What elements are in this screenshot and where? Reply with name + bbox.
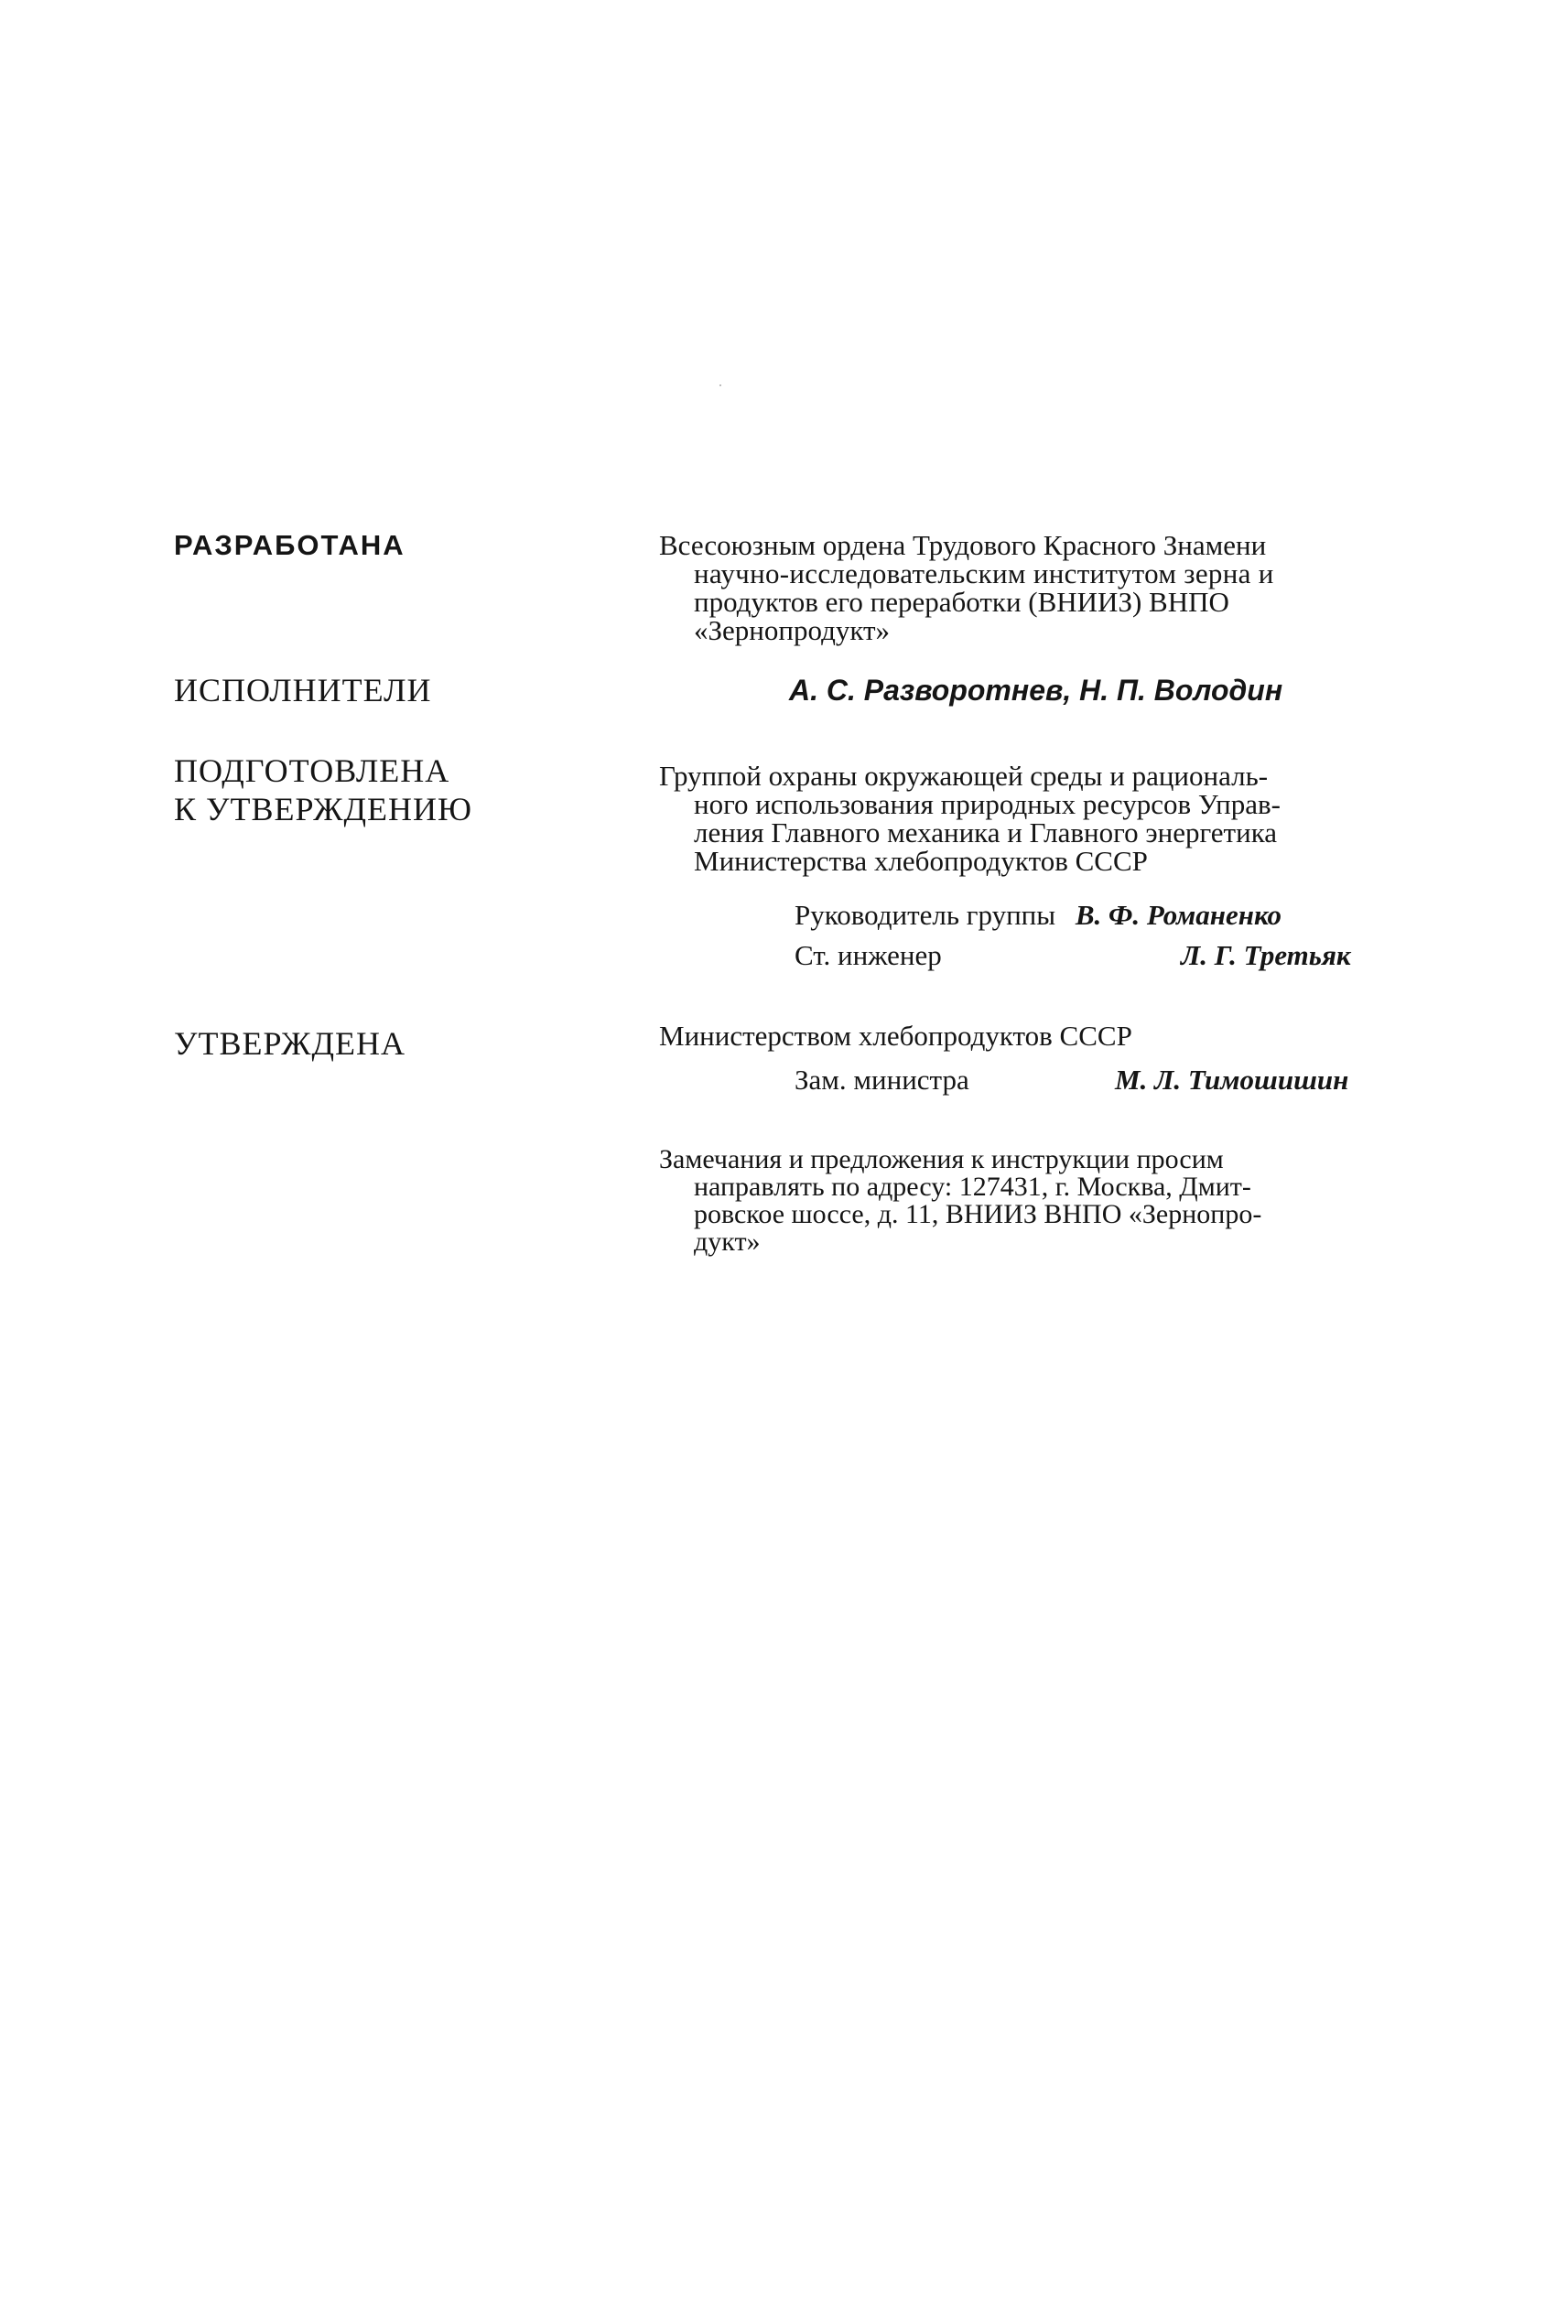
remarks-line-3: ровское шоссе, д. 11, ВНИИЗ ВНПО «Зернопро-	[694, 1199, 1262, 1229]
developed-line-4: «Зернопродукт»	[694, 614, 891, 646]
prepared-signer-2-role: Ст. инженер	[795, 939, 942, 971]
prepared-signer-2-name: Л. Г. Третьяк	[1181, 939, 1351, 971]
prepared-line-1: Группой охраны окружающей среды и рациональ-	[659, 760, 1269, 792]
developed-line-1: Всесоюзным ордена Трудового Красного Знамени	[659, 529, 1267, 561]
approved-signer-name: М. Л. Тимошишин	[1115, 1064, 1349, 1096]
prepared-line-2: ного использования природных ресурсов Управ-	[694, 788, 1281, 820]
remarks-text	[659, 1146, 1446, 1256]
developed-label: РАЗРАБОТАНА	[174, 529, 406, 561]
executors-names: А. С. Разворотнев, Н. П. Володин	[789, 674, 1283, 707]
approved-label: УТВЕРЖДЕНА	[174, 1025, 406, 1062]
prepared-label-line-1: ПОДГОТОВЛЕНА	[174, 752, 450, 789]
remarks-line-2: направлять по адресу: 127431, г. Москва, Дмит-	[694, 1172, 1251, 1202]
prepared-signer-1-name: В. Ф. Романенко	[1075, 899, 1281, 931]
prepared-line-3: ления Главного механика и Главного энергетика	[694, 816, 1278, 849]
developed-line-3: продуктов его переработки (ВНИИЗ) ВНПО	[694, 586, 1229, 618]
remarks-line-4: дукт»	[694, 1227, 761, 1257]
remarks-line-1: Замечания и предложения к инструкции просим	[659, 1144, 1224, 1174]
approved-org: Министерством хлебопродуктов СССР	[659, 1020, 1132, 1052]
prepared-label-line-2: К УТВЕРЖДЕНИЮ	[174, 791, 473, 827]
prepared-signer-1-role: Руководитель группы	[795, 899, 1056, 931]
scan-speck	[719, 384, 721, 386]
prepared-text	[659, 762, 1446, 875]
developed-line-2: научно-исследовательским институтом зерна и	[694, 557, 1274, 589]
approved-signer-role: Зам. министра	[795, 1064, 969, 1096]
developed-text	[659, 531, 1446, 644]
executors-label: ИСПОЛНИТЕЛИ	[174, 672, 432, 708]
prepared-signer-1	[795, 897, 1281, 934]
prepared-line-4: Министерства хлебопродуктов СССР	[694, 845, 1148, 877]
